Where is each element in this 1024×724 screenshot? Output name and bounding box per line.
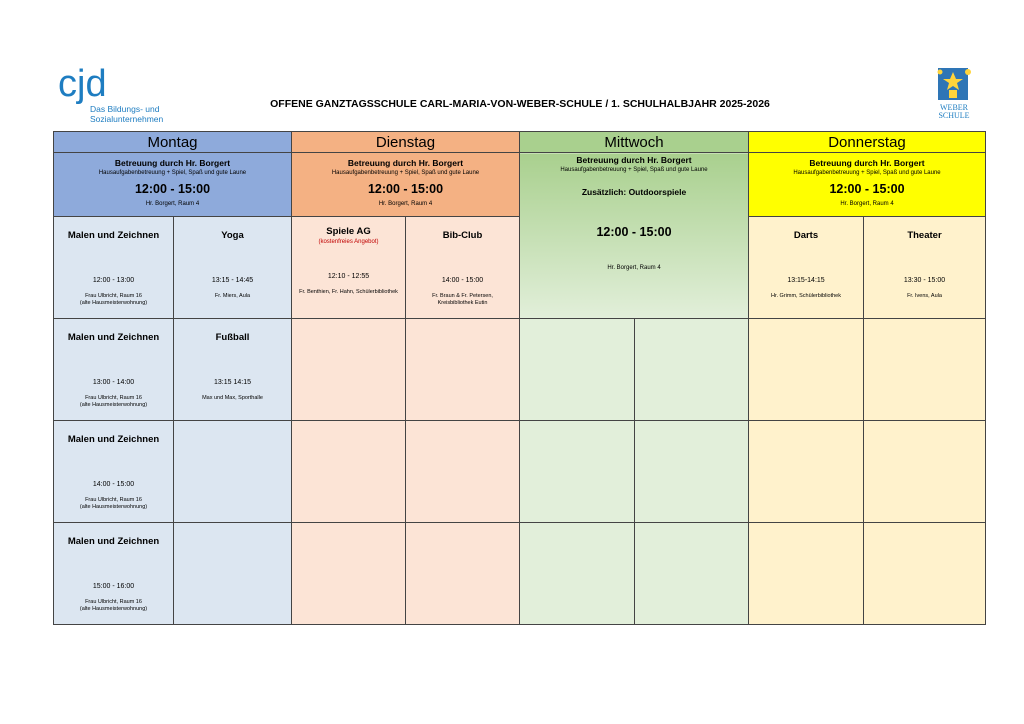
care-time: 12:00 - 15:00 [134,182,211,196]
care-block-donnerstag [749,153,986,217]
activity-time: 13:15-14:15 [787,277,825,284]
care-title: Betreuung durch Hr. Borgert [114,158,231,168]
empty-cell [292,319,406,421]
empty-cell [292,421,406,523]
activity-time: 12:10 - 12:55 [327,273,370,280]
activity-location-line: Fr. Miers, Aula [214,293,251,299]
activity-location-line: Fr. Braun & Fr. Petersen, [432,293,493,299]
activity-cell [54,421,174,523]
activity-name: Malen und Zeichnen [67,332,160,343]
activity-cell [749,217,864,319]
cjd-tagline-line-2: Sozialunternehmen [90,114,164,124]
activity-location [54,497,173,511]
svg-text:cjd: cjd [58,64,107,105]
activity-cell [292,217,406,319]
activity-cell [406,217,520,319]
activity-location [174,293,291,300]
empty-cell [520,319,635,421]
activity-cell [174,217,292,319]
activity-location [54,599,173,613]
activity-row-2 [54,319,986,421]
care-room: Hr. Borgert, Raum 4 [607,265,661,271]
activity-location-line: (alte Hausmeisterwohnung) [79,504,148,510]
activity-time: 12:00 - 13:00 [92,277,135,284]
activity-location-line: Max und Max, Sporthalle [202,395,263,401]
day-header-mittwoch: Mittwoch [520,132,749,153]
empty-cell [406,319,520,421]
cjd-tagline-line-1: Das Bildungs- und [90,104,160,114]
activity-time: 14:00 - 15:00 [92,481,135,488]
activity-offer-note: (kostenfreies Angebot) [318,239,379,245]
activity-cell [54,217,174,319]
activity-name: Malen und Zeichnen [67,230,160,241]
activity-location-line: Frau Ulbricht, Raum 16 [85,497,142,503]
page-title: OFFENE GANZTAGSSCHULE CARL-MARIA-VON-WEBER-SCHULE / 1. SCHULHALBJAHR 2025-2026 [270,98,770,110]
activity-time: 13:15 14:15 [214,379,251,386]
activity-location-line: Fr. Ivens, Aula [907,293,942,299]
activity-location [292,289,405,296]
schedule-table [53,131,986,625]
empty-cell [864,523,986,625]
activity-cell [864,217,986,319]
empty-cell [520,421,635,523]
activity-location-line: Frau Ulbricht, Raum 16 [85,395,142,401]
activity-location-line: Frau Ulbricht, Raum 16 [85,293,142,299]
activity-location-line: Hr. Grimm, Schülerbibliothek [771,293,841,299]
activity-name: Fußball [215,332,250,343]
activity-location [54,293,173,307]
activity-row-4 [54,523,986,625]
activity-name: Theater [907,230,942,241]
empty-cell [406,421,520,523]
day-header-montag: Montag [54,132,292,153]
activity-location [864,293,985,300]
activity-location [406,293,519,307]
empty-cell [174,523,292,625]
activity-time: 15:00 - 16:00 [92,583,135,590]
activity-cell [54,319,174,421]
day-header-row [54,132,986,153]
care-subtitle: Hausaufgabenbetreuung + Spiel, Spaß und gute Laune [560,167,708,173]
care-subtitle: Hausaufgabenbetreuung + Spiel, Spaß und gute Laune [331,170,480,176]
activity-name: Darts [793,230,819,241]
activity-name: Yoga [221,230,244,241]
empty-cell [635,421,749,523]
activity-row-3 [54,421,986,523]
empty-cell [406,523,520,625]
cjd-logo [58,64,198,126]
activity-location [174,395,291,402]
activity-location-line: Kreisbibliothek Eutin [437,300,488,306]
day-header-dienstag: Dienstag [292,132,520,153]
care-room: Hr. Borgert, Raum 4 [378,201,433,207]
activity-time: 14:00 - 15:00 [441,277,484,284]
care-block-montag [54,153,292,217]
activity-location-line: Frau Ulbricht, Raum 16 [85,599,142,605]
care-time: 12:00 - 15:00 [596,225,672,239]
day-header-donnerstag: Donnerstag [749,132,986,153]
activity-location [749,293,863,300]
activity-time: 13:15 - 14:45 [211,277,254,284]
weber-schule-emblem-icon [932,64,976,104]
weber-schule-logo [932,64,976,126]
empty-cell [292,523,406,625]
care-title: Betreuung durch Hr. Borgert [576,155,692,165]
weber-schule-wordmark [932,104,976,120]
empty-cell [749,421,864,523]
cjd-logo-icon [58,64,122,106]
care-subtitle: Hausaufgabenbetreuung + Spiel, Spaß und gute Laune [793,170,941,176]
empty-cell [520,523,635,625]
care-room: Hr. Borgert, Raum 4 [145,201,200,207]
care-block-mittwoch [520,153,749,319]
activity-cell [174,319,292,421]
activity-location [54,395,173,409]
empty-cell [749,523,864,625]
activity-location-line: Fr. Benthien, Fr. Hahn, Schülerbibliothek [299,289,398,295]
activity-location-line: (alte Hausmeisterwohnung) [79,606,148,612]
weber-wordmark-line-2: SCHULE [938,111,970,120]
weber-wordmark-line-1: WEBER [940,103,968,112]
care-room: Hr. Borgert, Raum 4 [840,201,894,207]
empty-cell [635,319,749,421]
empty-cell [864,421,986,523]
empty-cell [749,319,864,421]
cjd-tagline [90,104,163,124]
care-time: 12:00 - 15:00 [367,182,444,196]
care-extra: Zusätzlich: Outdoorspiele [581,187,687,197]
activity-name: Spiele AG [326,226,371,237]
care-row [54,153,986,217]
activity-name: Malen und Zeichnen [67,536,160,547]
care-subtitle: Hausaufgabenbetreuung + Spiel, Spaß und gute Laune [98,170,247,176]
activity-location-line: (alte Hausmeisterwohnung) [79,402,148,408]
activity-cell [54,523,174,625]
care-time: 12:00 - 15:00 [829,182,905,196]
activity-location-line: (alte Hausmeisterwohnung) [79,300,148,306]
care-block-dienstag [292,153,520,217]
empty-cell [635,523,749,625]
activity-name: Malen und Zeichnen [67,434,160,445]
care-title: Betreuung durch Hr. Borgert [347,158,464,168]
care-title: Betreuung durch Hr. Borgert [809,158,925,168]
activity-name: Bib-Club [442,230,483,241]
empty-cell [864,319,986,421]
activity-time: 13:00 - 14:00 [92,379,135,386]
empty-cell [174,421,292,523]
activity-time: 13:30 - 15:00 [903,277,946,284]
